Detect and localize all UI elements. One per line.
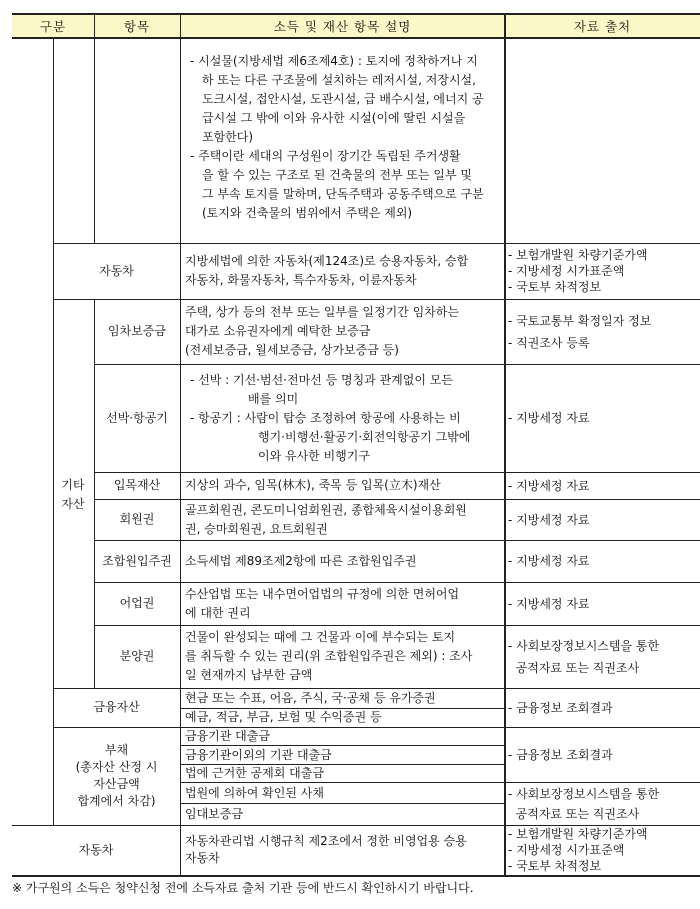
car-source bbox=[505, 243, 700, 299]
ship-description bbox=[180, 364, 505, 472]
header-description-label: 소득 및 재산 항목 설명 bbox=[273, 19, 412, 34]
col-divider bbox=[94, 299, 95, 688]
header-source-label: 자료 출처 bbox=[573, 19, 632, 34]
row-divider bbox=[180, 803, 505, 804]
deposit-item bbox=[94, 299, 180, 364]
desc-line: (전세보증금, 월세보증금, 상가보증금 등) bbox=[185, 343, 399, 357]
union-item-label: 조합원입주권 bbox=[102, 553, 172, 568]
desc-line: 도크시설, 접안시설, 도관시설, 급 배수시설, 에너지 공 bbox=[202, 92, 484, 106]
car-item bbox=[53, 243, 180, 299]
source-line: - 사회보장정보시스템을 통한 bbox=[508, 638, 660, 653]
source-line: - 금융정보 조회결과 bbox=[508, 747, 613, 762]
debt-desc-1 bbox=[180, 727, 505, 745]
desc-line: 급시설 그 밖에 이와 유사한 시설(이에 딸린 시설을 bbox=[202, 111, 466, 125]
desc-line: - 항공기 : 사람이 탑승 조정하여 항공에 사용하는 비 bbox=[190, 410, 461, 425]
desc-line: 행기·비행선·활공기·회전익항공기 그밖에 bbox=[258, 429, 471, 444]
source-line: - 지방세정 자료 bbox=[508, 478, 590, 493]
debt-item-label: 부채 bbox=[104, 743, 129, 757]
debt-item bbox=[53, 727, 180, 825]
desc-line: 을 할 수 있는 구조로 된 건축물의 전부 또는 일부 및 bbox=[202, 168, 472, 182]
desc-line: 건물이 완성되는 때에 그 건물과 이에 부수되는 토지 bbox=[185, 630, 456, 644]
ship-item bbox=[94, 364, 180, 472]
desc-line: 에 대한 권리 bbox=[185, 605, 251, 620]
desc-line: 이와 유사한 비행기구 bbox=[258, 448, 370, 463]
row-divider bbox=[53, 688, 700, 689]
ship-source bbox=[505, 364, 700, 472]
desc-line: - 선박 : 기선·범선·전마선 등 명칭과 관계없이 모든 bbox=[190, 372, 453, 387]
financial-desc-1 bbox=[180, 688, 505, 708]
col-divider bbox=[94, 14, 95, 243]
financial-desc-2 bbox=[180, 708, 505, 727]
desc-line: 일 현재까지 납부한 금액 bbox=[185, 668, 313, 682]
header-bottom-border bbox=[12, 37, 700, 39]
row-divider bbox=[94, 625, 700, 626]
debt-item-note: (총자산 산정 시 bbox=[75, 760, 158, 774]
desc-line: 자동차 bbox=[185, 851, 220, 865]
source-line: - 보험개발원 차량기준가액 bbox=[508, 248, 648, 262]
desc-line: 지상의 과수, 임목(林木), 죽목 등 입목(立木)재산 bbox=[185, 478, 441, 492]
desc-line: 금융기관이외의 기관 대출금 bbox=[185, 747, 332, 762]
membership-description bbox=[180, 499, 505, 540]
car2-item-label: 자동차 bbox=[78, 842, 114, 857]
deposit-description bbox=[180, 299, 505, 364]
col-divider bbox=[504, 14, 506, 875]
source-line: 공적자료 또는 직권조사 bbox=[508, 806, 640, 821]
financial-item bbox=[53, 688, 180, 727]
desc-line: 골프회원권, 콘도미니엄회원권, 종합체육시설이용회원 bbox=[185, 502, 467, 517]
source-line: 공적자료 또는 직권조사 bbox=[508, 660, 640, 675]
timber-item-label: 입목재산 bbox=[113, 478, 161, 492]
union-item bbox=[94, 540, 180, 582]
fishery-description bbox=[180, 582, 505, 625]
facility-description bbox=[180, 38, 505, 243]
membership-item bbox=[94, 499, 180, 540]
desc-line: 법에 근거한 공제회 대출금 bbox=[185, 766, 324, 780]
union-description bbox=[180, 540, 505, 582]
desc-line: 배를 의미 bbox=[248, 391, 299, 406]
debt-desc-2 bbox=[180, 745, 505, 764]
desc-line: (토지와 건축물의 범위에서 주택은 제외) bbox=[202, 206, 413, 220]
desc-line: 하 또는 다른 구조물에 설치하는 레저시설, 저장시설, bbox=[202, 73, 476, 87]
desc-line: 권, 승마회원권, 요트회원권 bbox=[185, 521, 328, 536]
table-bottom-border bbox=[12, 875, 700, 877]
deposit-item-label: 임차보증금 bbox=[108, 324, 166, 338]
source-line: - 사회보장정보시스템을 통한 bbox=[508, 786, 660, 801]
header-source bbox=[505, 14, 700, 38]
presale-item bbox=[94, 625, 180, 688]
row-divider bbox=[94, 472, 700, 473]
union-source bbox=[505, 540, 700, 582]
debt-item-note: 합계에서 차감) bbox=[77, 794, 156, 808]
debt-source-social bbox=[505, 782, 700, 825]
row-divider bbox=[180, 745, 505, 746]
header-category-label: 구분 bbox=[39, 19, 67, 34]
row-divider bbox=[94, 364, 700, 365]
header-item bbox=[94, 14, 180, 38]
source-line: - 국토교통부 확정일자 정보 bbox=[508, 313, 652, 328]
fishery-source bbox=[505, 582, 700, 625]
debt-desc-4 bbox=[180, 782, 505, 803]
source-line: - 지방세정 자료 bbox=[508, 554, 590, 568]
financial-item-label: 금융자산 bbox=[93, 700, 140, 714]
presale-description bbox=[180, 625, 505, 688]
desc-line: 자동차관리법 시행규칙 제2조에서 정한 비영업용 승용 bbox=[185, 834, 467, 848]
membership-item-label: 회원권 bbox=[119, 512, 155, 526]
row-divider bbox=[180, 782, 700, 783]
row-divider bbox=[53, 243, 700, 244]
source-line: - 지방세정 자료 bbox=[508, 512, 590, 527]
header-item-label: 항목 bbox=[123, 19, 151, 34]
timber-source bbox=[505, 472, 700, 499]
financial-source bbox=[505, 688, 700, 727]
desc-line: 수산업법 또는 내수면어업법의 규정에 의한 면허어업 bbox=[185, 586, 460, 601]
other-assets-category bbox=[53, 470, 93, 520]
ship-item-label: 선박·항공기 bbox=[106, 410, 168, 425]
timber-item bbox=[94, 472, 180, 499]
table-top-border bbox=[12, 13, 700, 15]
source-line: - 국토부 차적정보 bbox=[508, 859, 602, 873]
timber-description bbox=[180, 472, 505, 499]
debt-item-note: 자산금액 bbox=[93, 777, 140, 791]
source-line: - 금융정보 조회결과 bbox=[508, 700, 613, 715]
row-divider bbox=[53, 299, 700, 300]
source-line: - 보험개발원 차량기준가액 bbox=[508, 827, 648, 841]
presale-source bbox=[505, 625, 700, 688]
car-description bbox=[180, 243, 505, 299]
source-line: - 지방세정 시가표준액 bbox=[508, 264, 625, 278]
debt-source-financial bbox=[505, 727, 700, 782]
row-divider bbox=[94, 499, 700, 500]
row-divider bbox=[94, 540, 700, 541]
desc-line: 예금, 적금, 부금, 보험 및 수익증권 등 bbox=[185, 710, 382, 724]
other-assets-label-1: 기타 bbox=[61, 478, 85, 492]
desc-line: 포함한다) bbox=[202, 130, 254, 144]
desc-line: 소득세법 제89조제2항에 따른 조합원입주권 bbox=[185, 553, 417, 568]
deposit-source bbox=[505, 299, 700, 364]
footnote: ※ 가구원의 소득은 청약신청 전에 소득자료 출처 기관 등에 반드시 확인하시기 바랍니다. bbox=[12, 881, 474, 895]
col-divider bbox=[180, 14, 181, 875]
desc-line: 자동차, 화물자동차, 특수자동차, 이륜자동차 bbox=[185, 273, 417, 287]
membership-source bbox=[505, 499, 700, 540]
car2-source bbox=[505, 825, 700, 875]
presale-item-label: 분양권 bbox=[119, 649, 155, 663]
car2-item bbox=[12, 825, 180, 875]
debt-desc-5 bbox=[180, 803, 505, 825]
source-line: - 직권조사 등록 bbox=[508, 335, 590, 350]
desc-line: 를 취득할 수 있는 권리(위 조합원입주권은 제외) : 조사 bbox=[185, 649, 473, 663]
debt-desc-3 bbox=[180, 764, 505, 782]
fishery-item-label: 어업권 bbox=[119, 596, 155, 610]
desc-line: 법원에 의하여 확인된 사채 bbox=[185, 785, 324, 800]
source-line: - 국토부 차적정보 bbox=[508, 280, 602, 294]
source-line: - 지방세정 시가표준액 bbox=[508, 843, 625, 857]
desc-line: 임대보증금 bbox=[185, 807, 243, 821]
source-line: - 지방세정 자료 bbox=[508, 596, 590, 611]
desc-line: 현금 또는 수표, 어음, 주식, 국·공채 등 유가증권 bbox=[185, 690, 436, 705]
other-assets-label-2: 자산 bbox=[61, 497, 85, 511]
desc-line: - 시설물(지방세법 제6조제4호) : 토지에 정착하거나 지 bbox=[190, 54, 478, 68]
row-divider bbox=[12, 825, 700, 826]
header-description bbox=[180, 14, 505, 38]
source-line: - 지방세정 자료 bbox=[508, 411, 590, 425]
row-divider bbox=[180, 764, 505, 765]
desc-line: 지방세법에 의한 자동차(제124조)로 승용자동차, 승합 bbox=[185, 254, 469, 268]
car-item-label: 자동차 bbox=[99, 263, 134, 278]
col-divider bbox=[53, 38, 54, 825]
desc-line: 대가로 소유권자에게 예탁한 보증금 bbox=[185, 324, 371, 338]
desc-line: 주택, 상가 등의 전부 또는 일부를 일정기간 임차하는 bbox=[185, 305, 459, 319]
desc-line: 금융기관 대출금 bbox=[185, 729, 270, 743]
header-category bbox=[12, 14, 94, 38]
fishery-item bbox=[94, 582, 180, 625]
desc-line: - 주택이란 세대의 구성원이 장기간 독립된 주거생활 bbox=[190, 149, 461, 163]
row-divider bbox=[94, 582, 700, 583]
row-divider bbox=[180, 708, 505, 709]
car2-description bbox=[180, 825, 505, 875]
desc-line: 그 부속 토지를 말하며, 단독주택과 공동주택으로 구분 bbox=[202, 187, 484, 201]
row-divider bbox=[53, 727, 700, 728]
